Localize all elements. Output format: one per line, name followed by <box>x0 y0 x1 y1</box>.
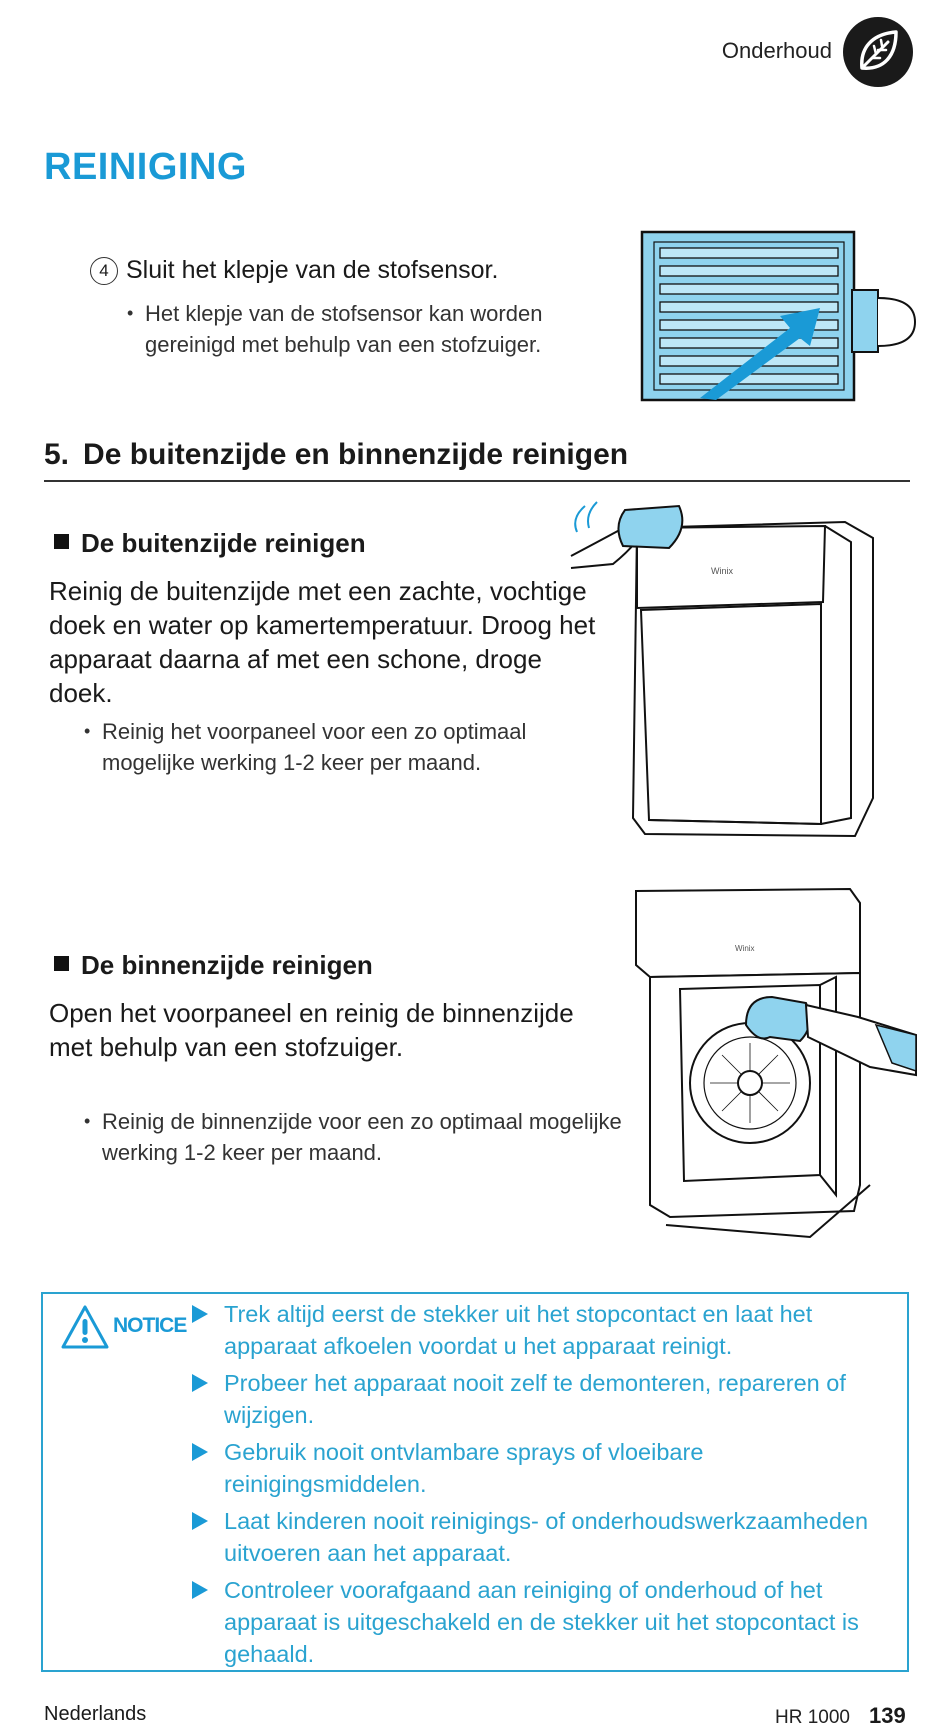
outer-note-text: Reinig het voorpaneel voor een zo optimaal mogelijke werking 1-2 keer per maand. <box>102 719 527 775</box>
footer-language: Nederlands <box>44 1703 147 1725</box>
step-4-note: • Het klepje van de stofsensor kan worden gereinigd met behulp van een stofzuiger. <box>127 301 543 357</box>
notice-text: Controleer voorafgaand aan reiniging of onderhoud of het apparaat is uitgeschakeld en de stekker uit het stopcontact is gehaald. <box>224 1577 859 1667</box>
arrow-bullet-icon <box>192 1443 208 1461</box>
arrow-bullet-icon <box>192 1305 208 1323</box>
svg-text:Winix: Winix <box>735 944 755 953</box>
page-number: 139 <box>869 1703 906 1728</box>
outer-heading-text: De buitenzijde reinigen <box>81 528 366 558</box>
section-divider <box>44 480 910 482</box>
warning-icon <box>60 1304 110 1350</box>
inner-cleaning-note: • Reinig de binnenzijde voor een zo optimaal mogelijke werking 1-2 keer per maand. <box>84 1109 622 1165</box>
notice-text: Gebruik nooit ontvlambare sprays of vloeibare reinigingsmiddelen. <box>224 1439 704 1497</box>
section-5-title: De buitenzijde en binnenzijde reinigen <box>83 438 629 471</box>
notice-item <box>188 1367 908 1431</box>
inner-note-text: Reinig de binnenzijde voor een zo optimaal mogelijke werking 1-2 keer per maand. <box>102 1109 622 1165</box>
notice-label: NOTICE <box>113 1314 187 1337</box>
step-4 <box>90 256 498 285</box>
outer-cleaning-heading <box>54 528 366 559</box>
arrow-bullet-icon <box>192 1374 208 1392</box>
section-5-heading <box>44 438 628 472</box>
notice-item <box>188 1505 908 1569</box>
notice-list <box>188 1298 908 1675</box>
arrow-bullet-icon <box>192 1581 208 1599</box>
section-number: 5. <box>44 438 70 471</box>
dust-sensor-cover-illustration <box>640 228 920 408</box>
outer-cleaning-note: • Reinig het voorpaneel voor een zo optimaal mogelijke werking 1-2 keer per maand. <box>84 719 527 775</box>
inner-cleaning-illustration <box>630 885 920 1245</box>
leaf-icon <box>842 16 914 88</box>
section-label: Onderhoud <box>721 38 832 63</box>
step-number: 4 <box>90 257 118 285</box>
inner-cleaning-body: Open het voorpaneel en reinig de binnenzijde met behulp van een stofzuiger. <box>49 998 574 1062</box>
outer-cleaning-body: Reinig de buitenzijde met een zachte, vochtige doek en water op kamertemperatuur. Droog het apparaat daarna af met een schone, droge doek. <box>49 576 596 708</box>
square-bullet-icon <box>54 534 69 549</box>
notice-item <box>188 1574 908 1670</box>
inner-heading-text: De binnenzijde reinigen <box>81 950 373 980</box>
notice-text: Laat kinderen nooit reinigings- of onderhoudswerkzaamheden uitvoeren aan het apparaat. <box>224 1508 869 1566</box>
notice-text: Trek altijd eerst de stekker uit het stopcontact en laat het apparaat afkoelen voordat u het apparaat reinigt. <box>224 1301 813 1359</box>
inner-cleaning-heading <box>54 950 373 981</box>
outer-cleaning-illustration <box>565 498 905 870</box>
step-4-note-text: Het klepje van de stofsensor kan worden gereinigd met behulp van een stofzuiger. <box>145 301 543 357</box>
notice-text: Probeer het apparaat nooit zelf te demonteren, repareren of wijzigen. <box>224 1370 846 1428</box>
footer-model: HR 1000 <box>775 1707 850 1728</box>
notice-item <box>188 1298 908 1362</box>
arrow-bullet-icon <box>192 1512 208 1530</box>
step-4-text: Sluit het klepje van de stofsensor. <box>126 256 499 284</box>
svg-text:Winix: Winix <box>711 566 733 576</box>
square-bullet-icon <box>54 956 69 971</box>
notice-item <box>188 1436 908 1500</box>
page-title: REINIGING <box>44 146 247 188</box>
